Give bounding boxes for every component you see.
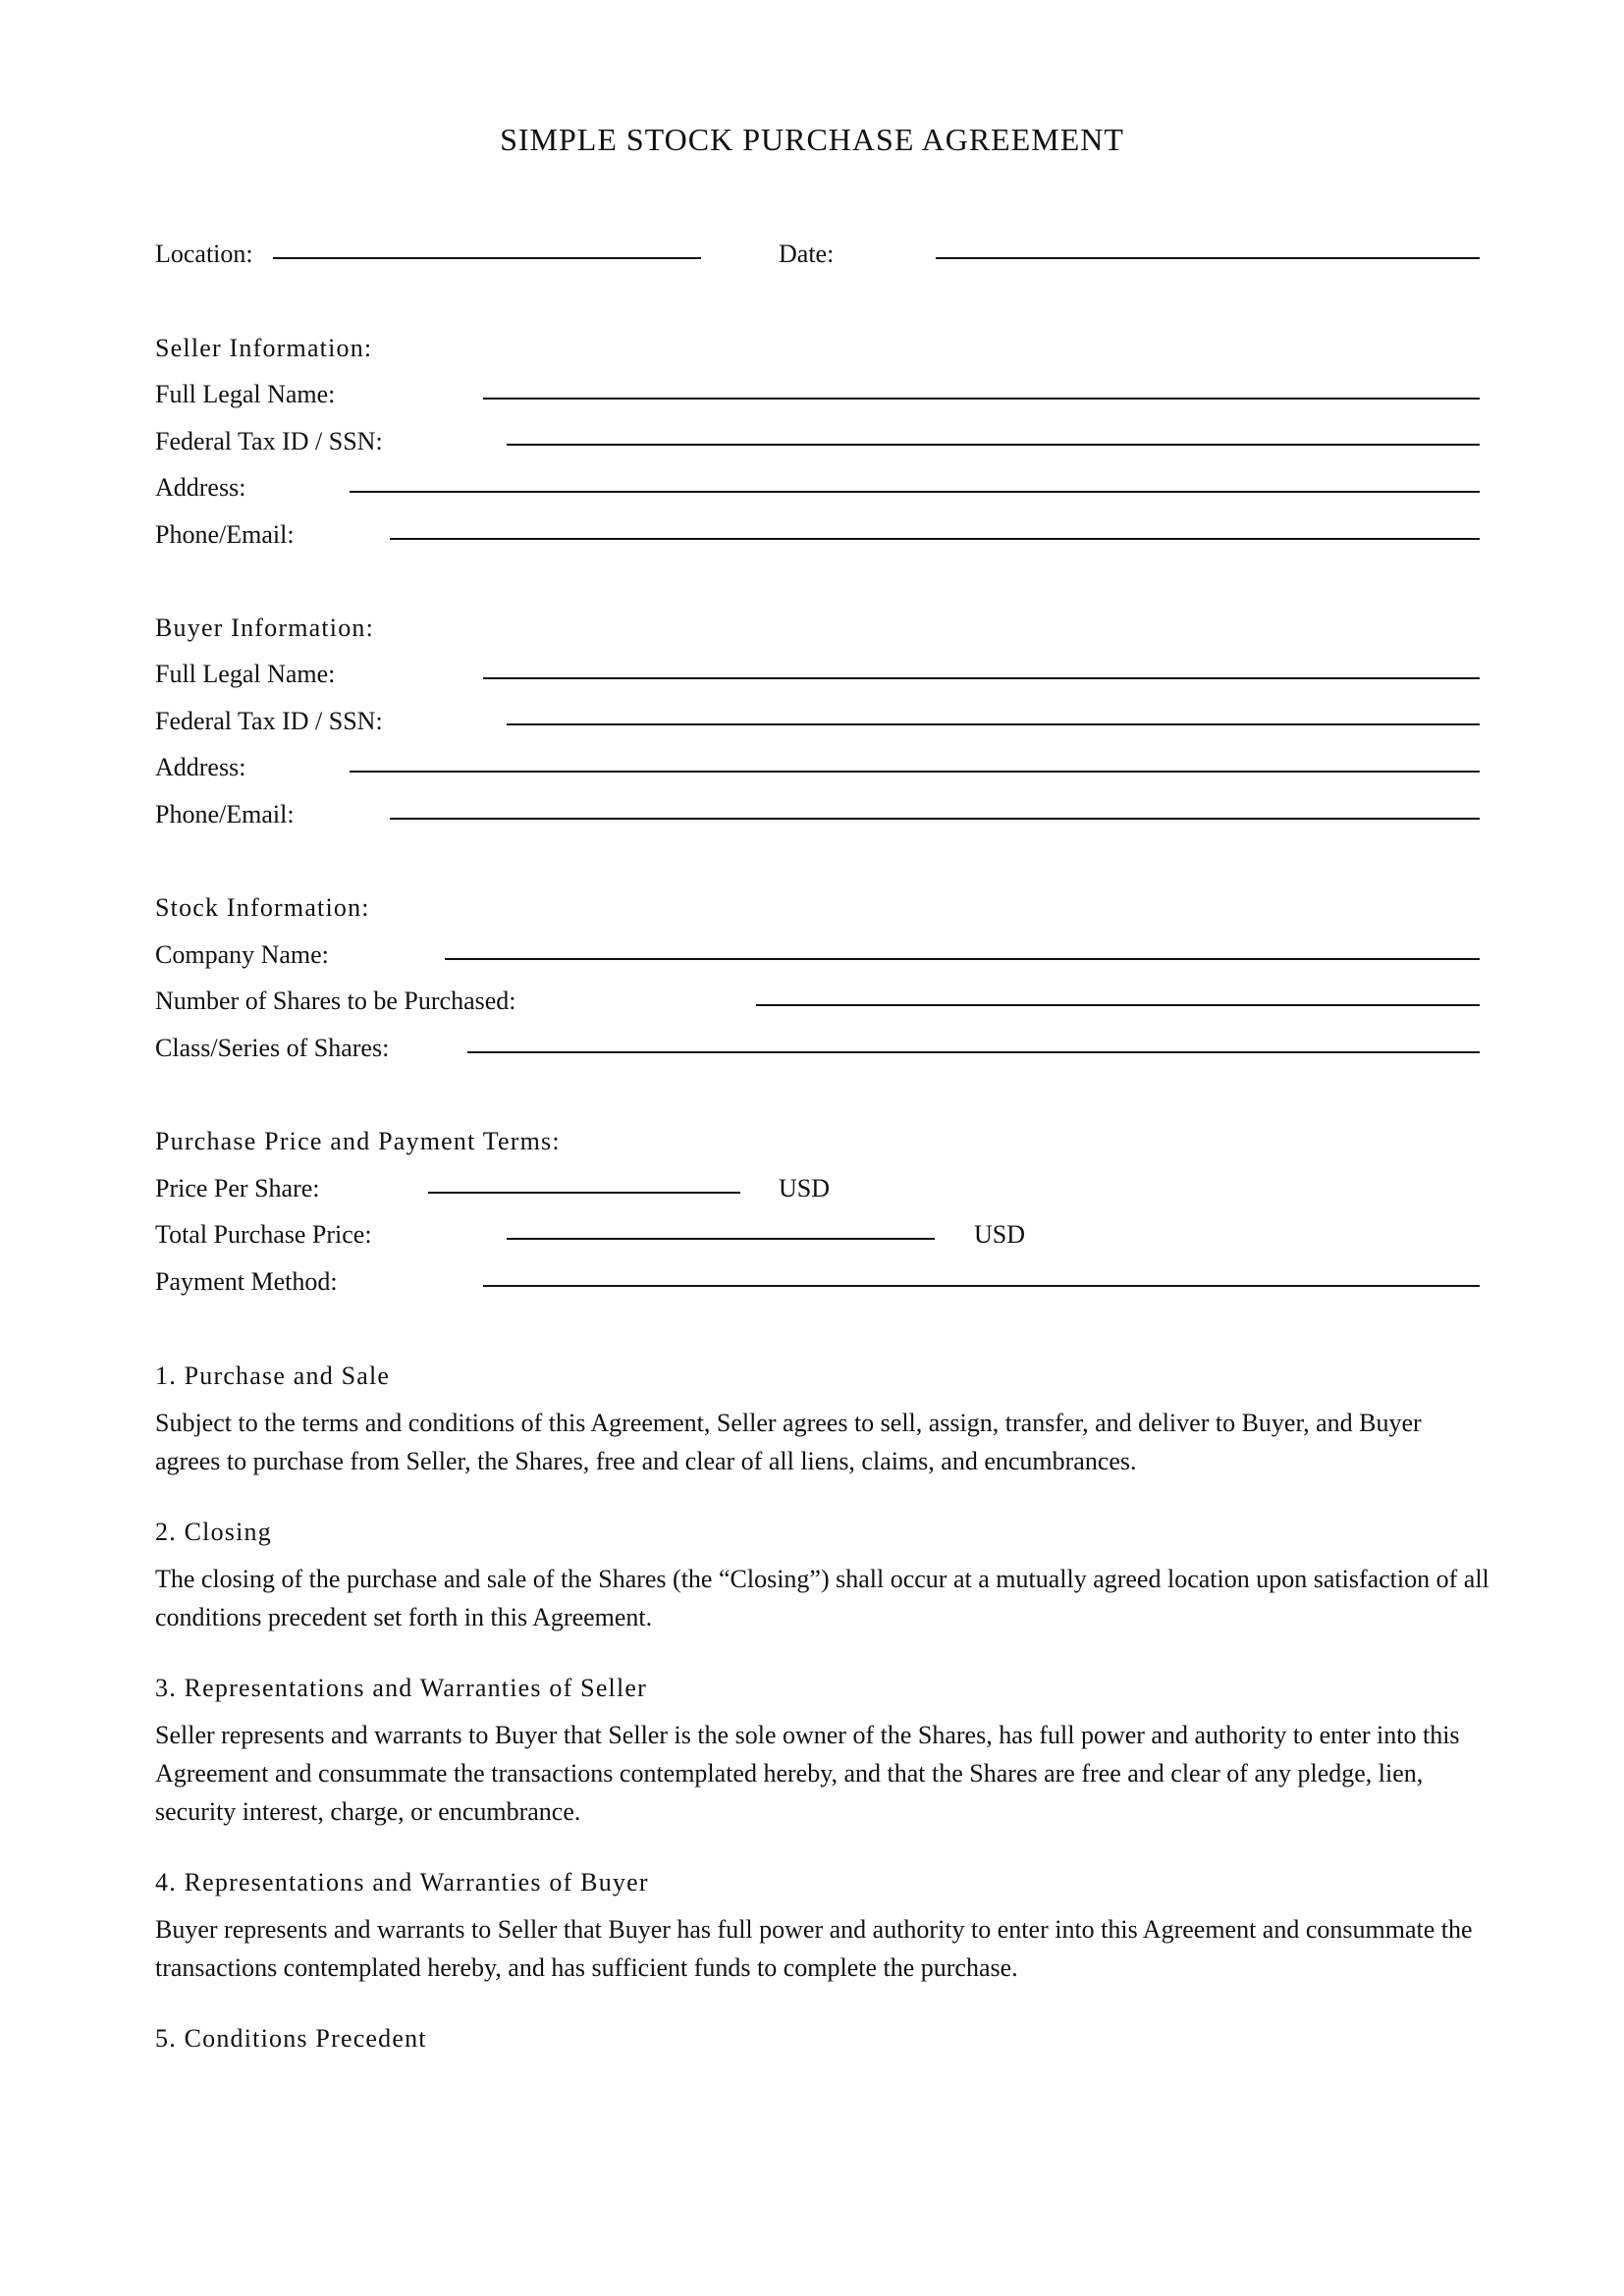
total-price-field[interactable]	[507, 1238, 935, 1240]
buyer-tax-field[interactable]	[507, 723, 1480, 725]
shares-count-label: Number of Shares to be Purchased:	[155, 987, 516, 1015]
section-heading-buyer-warranties: 4. Representations and Warranties of Buyer	[155, 1868, 649, 1896]
share-class-label: Class/Series of Shares:	[155, 1034, 390, 1062]
buyer-name-label: Full Legal Name:	[155, 660, 336, 688]
total-price-currency: USD	[974, 1220, 1026, 1249]
section-heading-closing: 2. Closing	[155, 1518, 272, 1546]
seller-contact-field[interactable]	[390, 538, 1480, 540]
company-name-label: Company Name:	[155, 940, 329, 969]
section-body-purchase-and-sale: Subject to the terms and conditions of this Agreement, Seller agrees to sell, assign, transfer, and deliver to Buyer, and Buyer agrees to purchase from Seller, the Shares, free and clear of all liens, claims, and encumbrances.	[155, 1409, 1422, 1475]
section-body-seller-warranties: Seller represents and warrants to Buyer that Seller is the sole owner of the Shares, has full power and authority to enter into this Agreement and consummate the transactions contemplated hereby, and that the Shares are free and clear of any pledge, lien, security interest, charge, or encumbrance.	[155, 1721, 1460, 1826]
location-label: Location:	[155, 240, 253, 268]
price-per-share-field[interactable]	[428, 1192, 740, 1194]
seller-address-label: Address:	[155, 473, 246, 502]
seller-address-field[interactable]	[350, 491, 1480, 493]
share-class-field[interactable]	[467, 1051, 1480, 1053]
buyer-contact-field[interactable]	[390, 818, 1480, 820]
buyer-address-field[interactable]	[350, 771, 1480, 773]
section-heading-seller-warranties: 3. Representations and Warranties of Seller	[155, 1674, 648, 1702]
seller-contact-label: Phone/Email:	[155, 520, 295, 549]
price-per-share-label: Price Per Share:	[155, 1174, 320, 1202]
total-price-label: Total Purchase Price:	[155, 1220, 372, 1249]
buyer-heading: Buyer Information:	[155, 614, 375, 642]
date-label: Date:	[779, 240, 835, 268]
shares-count-field[interactable]	[756, 1004, 1480, 1006]
payment-method-label: Payment Method:	[155, 1267, 338, 1296]
price-per-share-currency: USD	[779, 1174, 831, 1202]
section-body-closing: The closing of the purchase and sale of the Shares (the “Closing”) shall occur at a mutually agreed location upon satisfaction of all conditions precedent set forth in this Agreement.	[155, 1565, 1489, 1631]
buyer-address-label: Address:	[155, 753, 246, 781]
section-body-buyer-warranties: Buyer represents and warrants to Seller that Buyer has full power and authority to enter into this Agreement and consummate the transactions contemplated hereby, and has sufficient funds to complete the purchase.	[155, 1915, 1473, 1982]
seller-name-field[interactable]	[483, 398, 1480, 400]
stock-heading: Stock Information:	[155, 893, 370, 922]
buyer-name-field[interactable]	[483, 677, 1480, 679]
seller-name-label: Full Legal Name:	[155, 380, 336, 408]
seller-tax-field[interactable]	[507, 444, 1480, 446]
buyer-contact-label: Phone/Email:	[155, 800, 295, 828]
price-heading: Purchase Price and Payment Terms:	[155, 1127, 561, 1155]
payment-method-field[interactable]	[483, 1285, 1480, 1287]
seller-heading: Seller Information:	[155, 334, 373, 362]
location-field[interactable]	[273, 257, 701, 259]
section-heading-conditions-precedent: 5. Conditions Precedent	[155, 2024, 427, 2053]
section-heading-purchase-and-sale: 1. Purchase and Sale	[155, 1362, 391, 1390]
company-name-field[interactable]	[445, 958, 1480, 960]
document-title: SIMPLE STOCK PURCHASE AGREEMENT	[500, 122, 1124, 157]
date-field[interactable]	[936, 257, 1480, 259]
buyer-tax-label: Federal Tax ID / SSN:	[155, 707, 383, 735]
seller-tax-label: Federal Tax ID / SSN:	[155, 427, 383, 455]
